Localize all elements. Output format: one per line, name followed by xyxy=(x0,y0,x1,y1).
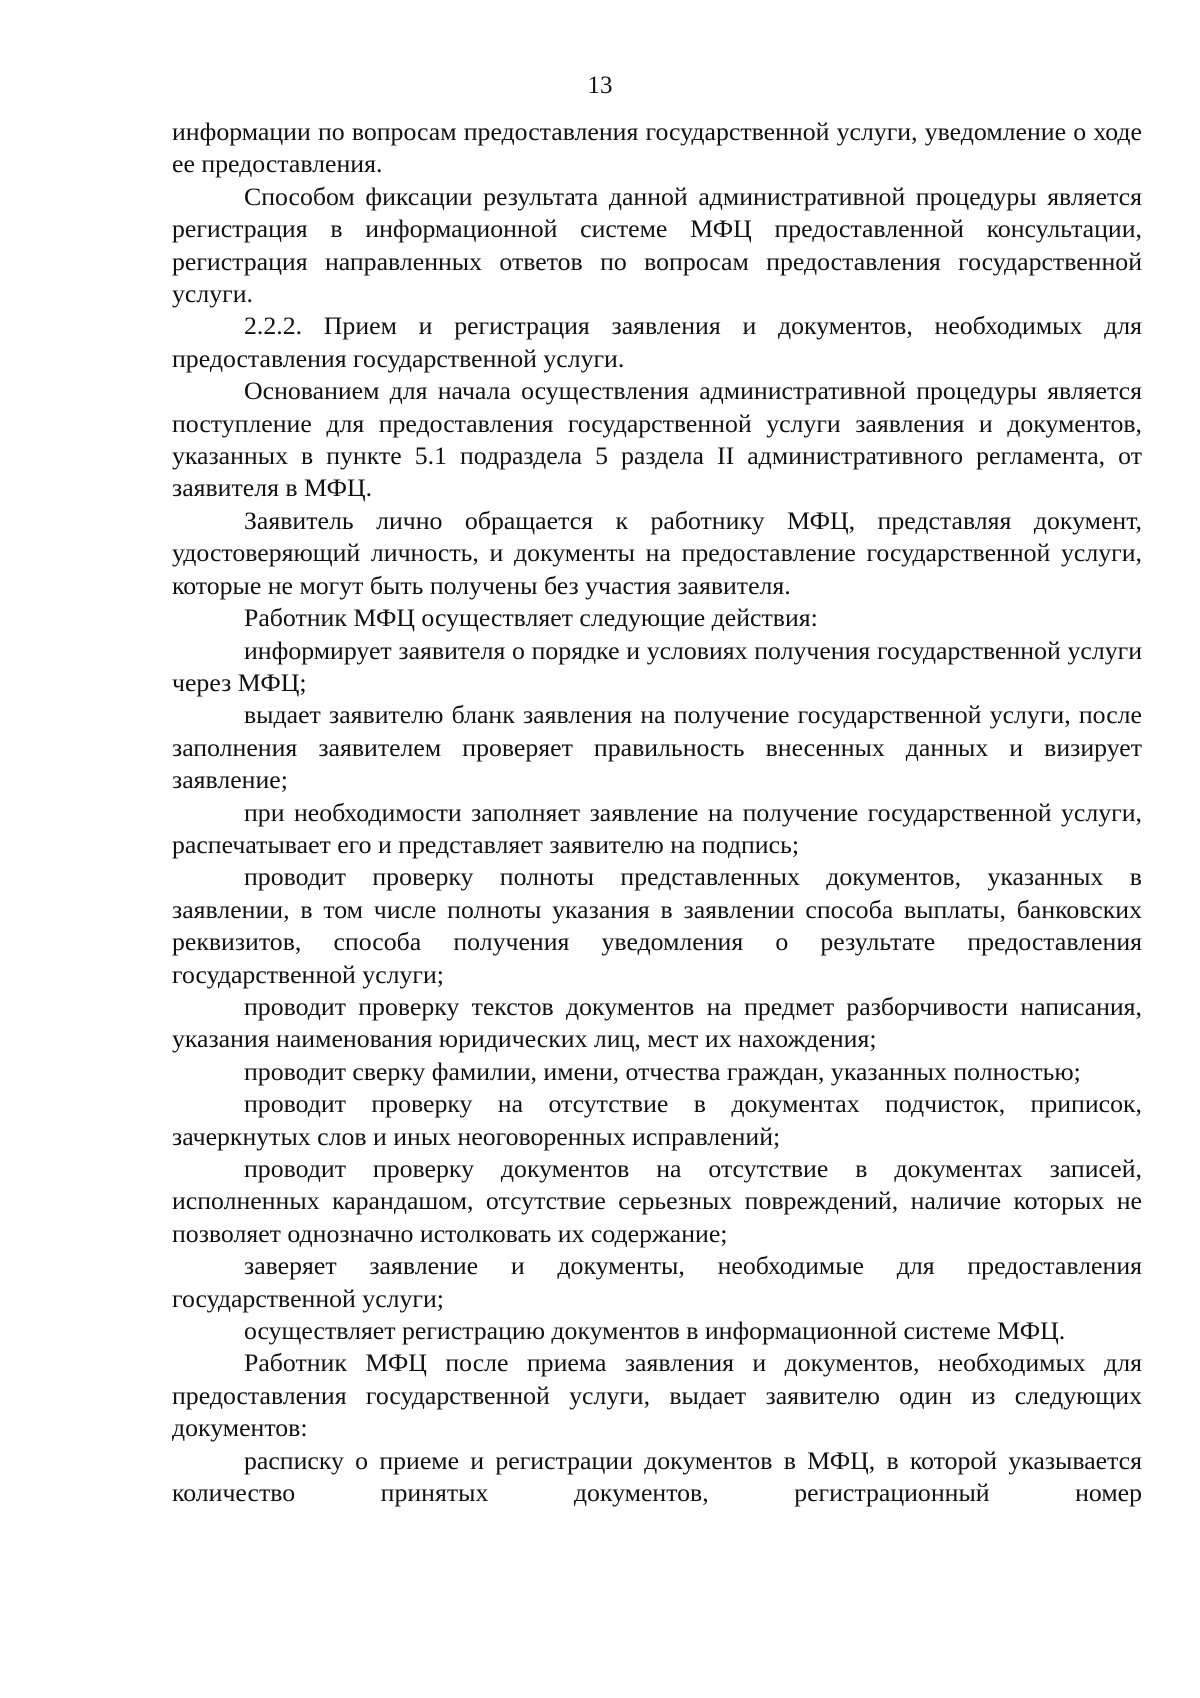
paragraph-section-2-2-2: 2.2.2. Прием и регистрация заявления и документов, необходимых для предоставления государственной услуги. xyxy=(172,311,1142,373)
paragraph-action-checks-texts: проводит проверку текстов документов на предмет разборчивости написания, указания наименования юридических лиц, мест их нахождения; xyxy=(172,991,1142,1054)
paragraph-action-checks-names: проводит сверку фамилии, имени, отчества граждан, указанных полностью; xyxy=(244,1056,1081,1086)
paragraph-action-issues-form: выдает заявителю бланк заявления на получение государственной услуги, после заполнения заявителем проверяет правильность внесенных данных и визирует заявление; xyxy=(172,700,1142,795)
paragraph-action-checks-erasures: проводит проверку на отсутствие в документах подчисток, приписок, зачеркнутых слов и иных неоговоренных исправлений; xyxy=(172,1089,1142,1151)
paragraph-receipt: расписку о приеме и регистрации документов в МФЦ, в которой указывается количество принятых документов, регистрационный номер xyxy=(172,1445,1142,1508)
paragraph-fixation-method: Способом фиксации результата данной административной процедуры является регистрация в информационной системе МФЦ предоставленной консультации, регистрация направленных ответов по вопросам предоставления государственной услуги. xyxy=(172,181,1142,309)
paragraph-action-registers: осуществляет регистрацию документов в информационной системе МФЦ. xyxy=(244,1316,1066,1346)
paragraph-action-fills-form: при необходимости заполняет заявление на получение государственной услуги, распечатывает его и представляет заявителю на подпись; xyxy=(172,797,1142,859)
page-number: 13 xyxy=(587,72,613,99)
paragraph-action-checks-completeness: проводит проверку полноты представленных документов, указанных в заявлении, в том числе полноты указания в заявлении способа выплаты, банковских реквизитов, способа получения уведомления о результате предоставления государственной услуги; xyxy=(172,862,1142,989)
paragraph-applicant-appeal: Заявитель лично обращается к работнику МФЦ, представляя документ, удостоверяющий личность, и документы на предоставление государственной услуги, которые не могут быть получены без участия заявителя. xyxy=(172,505,1142,600)
paragraph-action-certifies: заверяет заявление и документы, необходимые для предоставления государственной услуги; xyxy=(172,1251,1142,1313)
paragraph-action-informs: информирует заявителя о порядке и условиях получения государственной услуги через МФЦ; xyxy=(172,635,1142,697)
paragraph-actions-intro: Работник МФЦ осуществляет следующие действия: xyxy=(244,603,818,633)
paragraph-issues-document: Работник МФЦ после приема заявления и документов, необходимых для предоставления государственной услуги, выдает заявителю один из следующих документов: xyxy=(172,1348,1142,1443)
document-body xyxy=(172,116,1142,1509)
paragraph-action-checks-pencil: проводит проверку документов на отсутствие в документах записей, исполненных карандашом, отсутствие серьезных повреждений, наличие которых не позволяет однозначно истолковать их содержание; xyxy=(172,1154,1142,1248)
paragraph-continuation: информации по вопросам предоставления государственной услуги, уведомление о ходе ее предоставления. xyxy=(172,117,1142,179)
paragraph-grounds: Основанием для начала осуществления административной процедуры является поступление для предоставления государственной услуги заявления и документов, указанных в пункте 5.1 подраздела 5 раздела II административного регламента, от заявителя в МФЦ. xyxy=(172,376,1142,503)
